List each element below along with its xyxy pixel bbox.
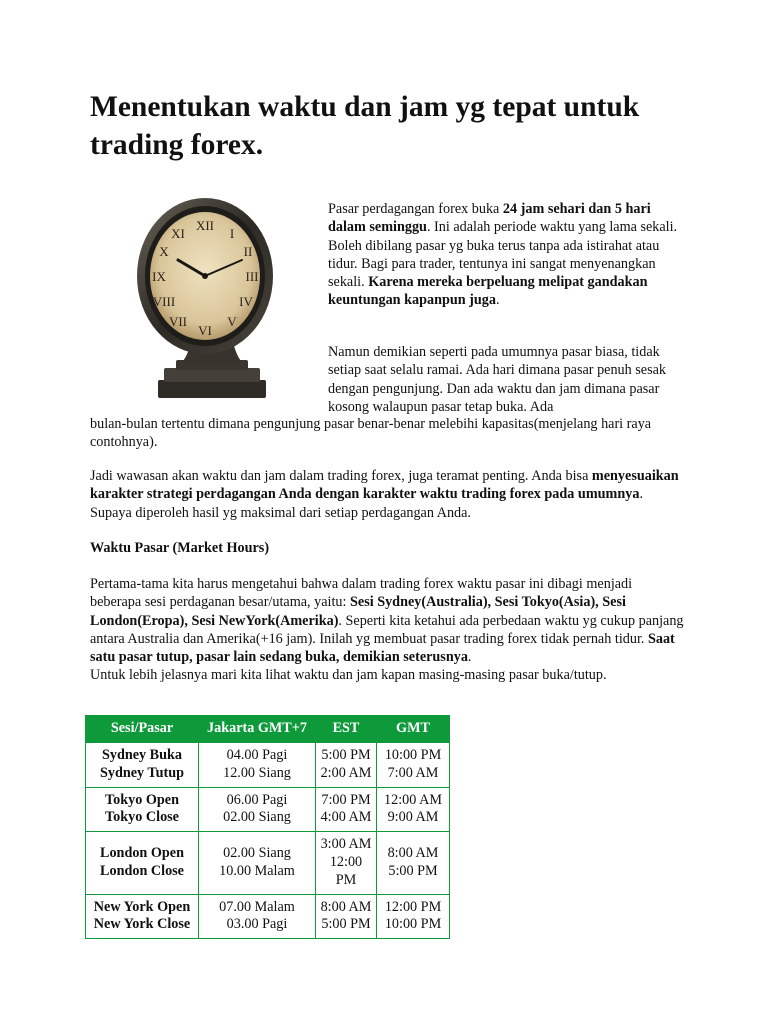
col-header-gmt: GMT xyxy=(377,716,450,743)
svg-text:I: I xyxy=(229,226,235,241)
market-paragraph-continued: bulan-bulan tertentu dimana pengunjung pasar benar-benar melebihi kapasitas(menjelang hari raya contohnya). xyxy=(90,416,652,451)
gmt-time-cell: 10:00 PM 7:00 AM xyxy=(377,743,450,788)
market-hours-table xyxy=(85,715,450,939)
col-header-jakarta: Jakarta GMT+7 xyxy=(199,716,316,743)
gmt-time-cell: 12:00 AM 9:00 AM xyxy=(377,787,450,832)
table-row xyxy=(86,894,450,939)
col-header-est: EST xyxy=(316,716,377,743)
est-time-cell: 5:00 PM 2:00 AM xyxy=(316,743,377,788)
svg-text:VIII: VIII xyxy=(152,294,176,309)
svg-text:III: III xyxy=(245,269,259,284)
svg-text:XII: XII xyxy=(195,218,215,233)
session-name-cell: Sydney Buka Sydney Tutup xyxy=(86,743,199,788)
svg-text:IV: IV xyxy=(239,294,253,309)
svg-text:V: V xyxy=(227,314,237,329)
session-name-cell: Tokyo Open Tokyo Close xyxy=(86,787,199,832)
session-name-cell: London Open London Close xyxy=(86,832,199,894)
gmt-time-cell: 12:00 PM 10:00 PM xyxy=(377,894,450,939)
est-time-cell: 8:00 AM 5:00 PM xyxy=(316,894,377,939)
jakarta-time-cell: 04.00 Pagi 12.00 Siang xyxy=(199,743,316,788)
sessions-paragraph: Pertama-tama kita harus mengetahui bahwa dalam trading forex waktu pasar ini dibagi menjadi beberapa sesi perdaganan besar/utama, yaitu: Sesi Sydney(Australia), Sesi Tokyo(Asia), Sesi London(Eropa), Sesi NewYork(Amerika). Seperti kita ketahui ada perbedaan waktu yg cukup panjang antara Australia dan Amerika(+16 jam). Inilah yg membuat pasar trading forex tidak pernah tidur. Saat satu pasar tutup, pasar lain sedang buka, demikian seterusnya. Untuk lebih jelasnya mari kita lihat waktu dan jam kapan masing-masing pasar buka/tutup. xyxy=(90,576,684,684)
svg-text:X: X xyxy=(159,244,169,259)
svg-text:II: II xyxy=(243,244,253,259)
est-time-cell: 7:00 PM 4:00 AM xyxy=(316,787,377,832)
svg-text:VI: VI xyxy=(198,323,212,338)
page-title: Menentukan waktu dan jam yg tepat untuk trading forex. xyxy=(90,91,640,161)
jakarta-time-cell: 02.00 Siang 10.00 Malam xyxy=(199,832,316,894)
market-paragraph: Namun demikian seperti pada umumnya pasar biasa, tidak setiap saat selalu ramai. Ada hari dimana pasar penuh sesak dengan pengunjung. Dan ada waktu dan jam dimana pasar kosong walaupun pasar tetap buka. Ada xyxy=(328,344,667,415)
clock-image xyxy=(136,188,274,403)
market-hours-heading: Waktu Pasar (Market Hours) xyxy=(90,540,270,556)
session-name-cell: New York Open New York Close xyxy=(86,894,199,939)
est-time-cell: 3:00 AM 12:00 PM xyxy=(316,832,377,894)
col-header-session: Sesi/Pasar xyxy=(86,716,199,743)
svg-text:XI: XI xyxy=(171,226,185,241)
table-row xyxy=(86,787,450,832)
svg-text:VII: VII xyxy=(168,314,188,329)
svg-text:IX: IX xyxy=(152,269,166,284)
strategy-paragraph: Jadi wawasan akan waktu dan jam dalam trading forex, juga teramat penting. Anda bisa menyesuaikan karakter strategi perdagangan Anda dengan karakter waktu trading forex pada umumnya. Supaya diperoleh hasil yg maksimal dari setiap perdagangan Anda. xyxy=(90,468,679,521)
table-header-row xyxy=(86,716,450,743)
jakarta-time-cell: 07.00 Malam 03.00 Pagi xyxy=(199,894,316,939)
jakarta-time-cell: 06.00 Pagi 02.00 Siang xyxy=(199,787,316,832)
table-intro-text: Untuk lebih jelasnya mari kita lihat waktu dan jam kapan masing-masing pasar buka/tutup. xyxy=(90,667,607,684)
gmt-time-cell: 8:00 AM 5:00 PM xyxy=(377,832,450,894)
table-row xyxy=(86,743,450,788)
intro-paragraph: Pasar perdagangan forex buka 24 jam sehari dan 5 hari dalam seminggu. Ini adalah periode waktu yang lama sekali. Boleh dibilang pasar yg buka terus tanpa ada istirahat atau tidur. Bagi para trader, tentunya ini sangat menyenangkan sekali. Karena mereka berpeluang melipat gandakan keuntungan kapanpun juga. xyxy=(328,201,678,309)
table-row xyxy=(86,832,450,894)
